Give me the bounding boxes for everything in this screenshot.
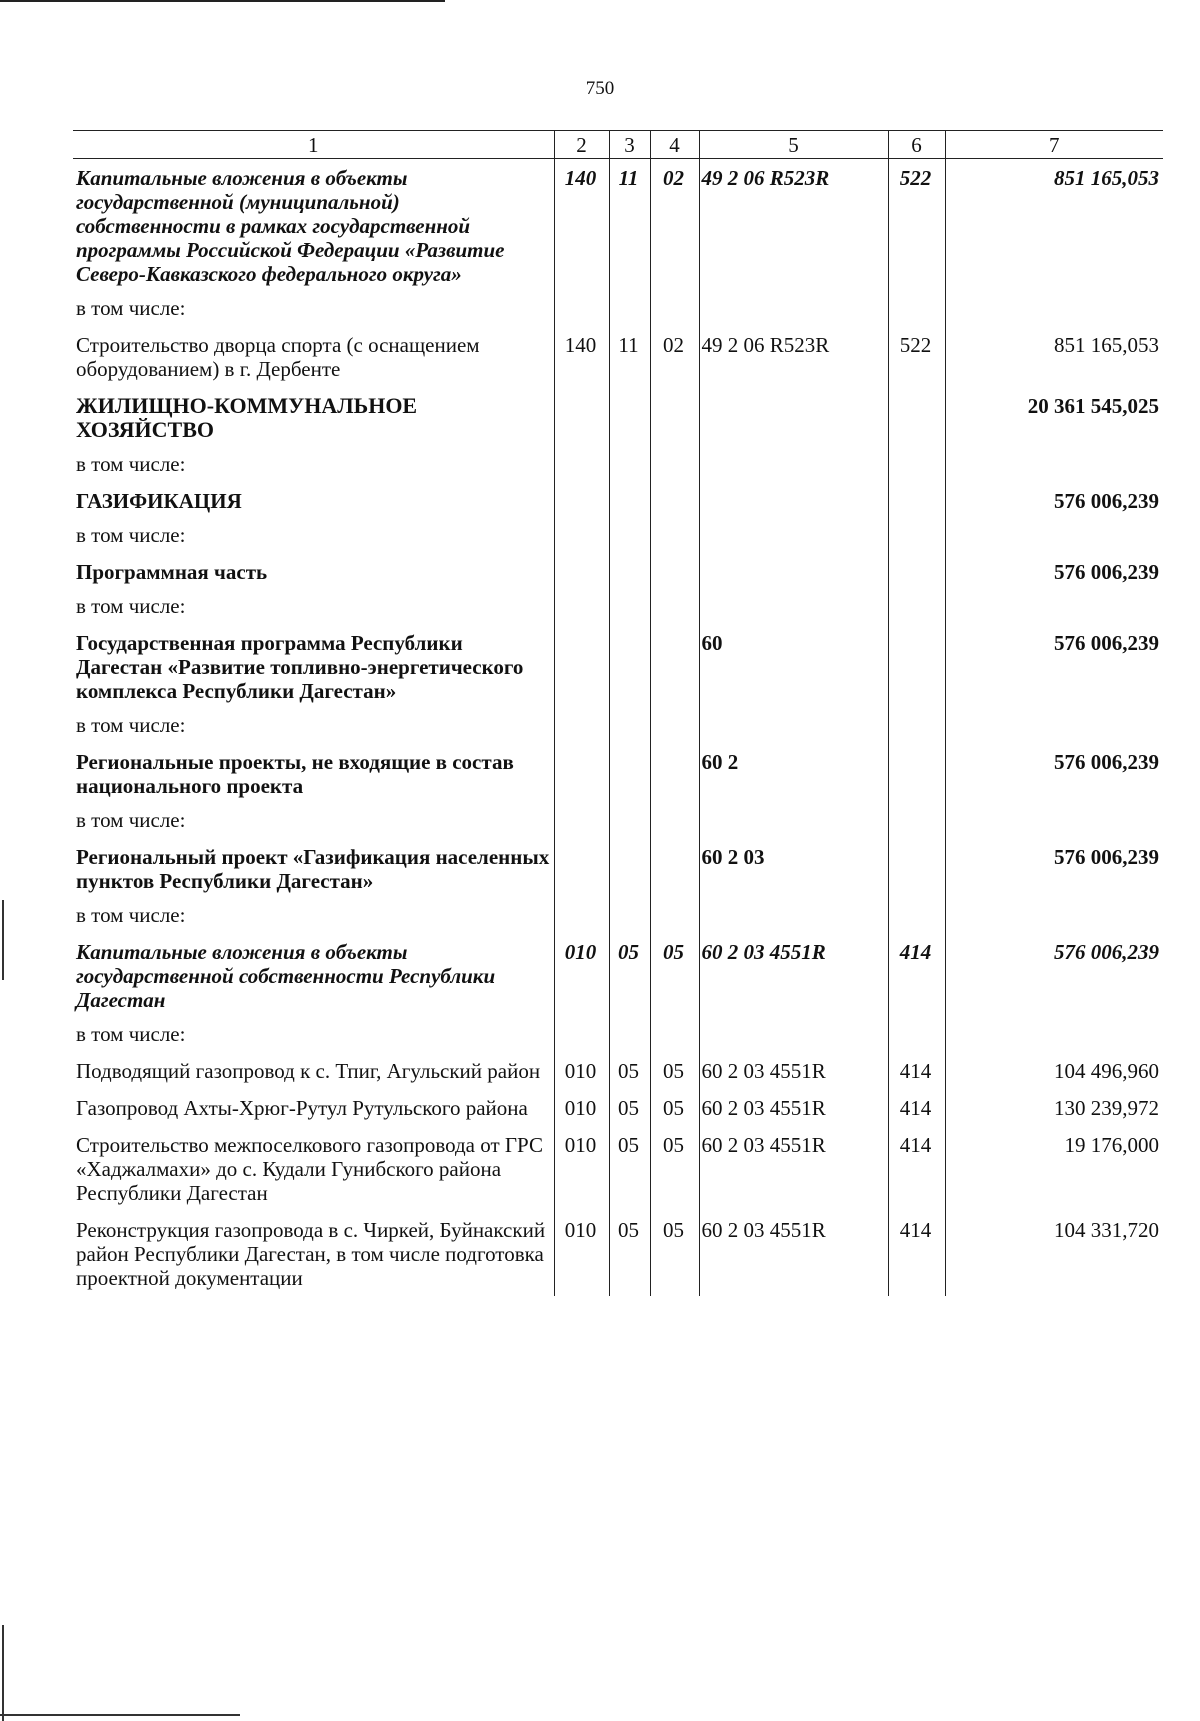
row-code-6 <box>888 590 945 624</box>
table-row <box>73 1018 1163 1052</box>
row-amount <box>945 709 1163 743</box>
row-code-6: 522 <box>888 159 945 293</box>
row-code-3 <box>609 590 650 624</box>
row-code-5: 49 2 06 R523R <box>699 159 888 293</box>
table-body <box>73 159 1163 1297</box>
row-name: ГАЗИФИКАЦИЯ <box>76 489 242 513</box>
row-code-6 <box>888 743 945 804</box>
row-code-4: 05 <box>650 933 699 1018</box>
table-row <box>73 804 1163 838</box>
row-code-4: 05 <box>650 1211 699 1296</box>
row-amount <box>945 590 1163 624</box>
row-name: Капитальные вложения в объекты государственной собственности Республики Дагестан <box>76 940 496 1012</box>
row-code-6: 414 <box>888 1089 945 1126</box>
table-row <box>73 553 1163 590</box>
row-code-4: 02 <box>650 326 699 387</box>
row-name: Строительство межпоселкового газопровода от ГРС «Хаджалмахи» до с. Кудали Гунибского района Республики Дагестан <box>76 1133 543 1205</box>
row-code-2: 010 <box>554 1089 609 1126</box>
table-row <box>73 899 1163 933</box>
table-header <box>73 131 1163 159</box>
scan-edge-bottom <box>0 1714 240 1716</box>
row-code-6 <box>888 804 945 838</box>
row-amount: 851 165,053 <box>945 159 1163 293</box>
row-code-3 <box>609 624 650 709</box>
row-code-3: 05 <box>609 1089 650 1126</box>
row-code-5: 60 2 03 4551R <box>699 1052 888 1089</box>
table-row <box>73 292 1163 326</box>
row-code-6 <box>888 553 945 590</box>
row-code-3 <box>609 709 650 743</box>
row-code-2 <box>554 519 609 553</box>
row-code-6: 522 <box>888 326 945 387</box>
row-code-4 <box>650 553 699 590</box>
row-name: в том числе: <box>76 523 186 547</box>
row-code-5 <box>699 804 888 838</box>
page-number: 750 <box>585 78 615 99</box>
row-amount <box>945 1018 1163 1052</box>
row-code-4 <box>650 387 699 448</box>
header-col-4: 4 <box>650 131 699 159</box>
row-code-3 <box>609 387 650 448</box>
row-code-5: 60 2 03 4551R <box>699 1089 888 1126</box>
row-code-4: 05 <box>650 1126 699 1211</box>
row-code-3: 11 <box>609 159 650 293</box>
row-code-6 <box>888 1018 945 1052</box>
row-name: Региональные проекты, не входящие в состав национального проекта <box>76 750 514 798</box>
row-code-3 <box>609 482 650 519</box>
row-code-3 <box>609 519 650 553</box>
row-name: ЖИЛИЩНО-КОММУНАЛЬНОЕ ХОЗЯЙСТВО <box>76 393 418 442</box>
row-code-5: 60 2 03 4551R <box>699 1126 888 1211</box>
row-code-2: 010 <box>554 1211 609 1296</box>
row-amount: 104 331,720 <box>945 1211 1163 1296</box>
table-row <box>73 1211 1163 1296</box>
row-code-2 <box>554 292 609 326</box>
row-code-6 <box>888 482 945 519</box>
row-code-2 <box>554 590 609 624</box>
row-code-2 <box>554 838 609 899</box>
row-name: Газопровод Ахты-Хрюг-Рутул Рутульского района <box>76 1096 528 1120</box>
row-code-3: 05 <box>609 933 650 1018</box>
row-name: Государственная программа Республики Дагестан «Развитие топливно-энергетического комплекса Республики Дагестан» <box>76 631 524 703</box>
row-code-6 <box>888 387 945 448</box>
row-code-6: 414 <box>888 1126 945 1211</box>
row-amount: 20 361 545,025 <box>945 387 1163 448</box>
table-row <box>73 1126 1163 1211</box>
row-code-4: 05 <box>650 1052 699 1089</box>
table-row <box>73 709 1163 743</box>
table-row <box>73 482 1163 519</box>
row-code-3 <box>609 804 650 838</box>
row-code-6: 414 <box>888 1211 945 1296</box>
table-row <box>73 519 1163 553</box>
row-code-3: 11 <box>609 326 650 387</box>
row-amount: 576 006,239 <box>945 624 1163 709</box>
table-row <box>73 624 1163 709</box>
row-code-2 <box>554 804 609 838</box>
row-amount: 851 165,053 <box>945 326 1163 387</box>
row-code-6 <box>888 709 945 743</box>
row-amount: 576 006,239 <box>945 933 1163 1018</box>
header-col-6: 6 <box>888 131 945 159</box>
header-col-2: 2 <box>554 131 609 159</box>
row-code-5: 60 <box>699 624 888 709</box>
row-code-3: 05 <box>609 1126 650 1211</box>
row-code-2 <box>554 1018 609 1052</box>
row-name: Региональный проект «Газификация населенных пунктов Республики Дагестан» <box>76 845 550 893</box>
row-code-5 <box>699 1018 888 1052</box>
row-code-2: 010 <box>554 1126 609 1211</box>
row-code-6 <box>888 292 945 326</box>
row-name: в том числе: <box>76 1022 186 1046</box>
row-code-2: 010 <box>554 933 609 1018</box>
row-name: Подводящий газопровод к с. Тпиг, Агульский район <box>76 1059 541 1083</box>
row-name: Реконструкция газопровода в с. Чиркей, Буйнакский район Республики Дагестан, в том числе подготовка проектной документации <box>76 1218 546 1290</box>
row-code-5 <box>699 553 888 590</box>
row-code-4 <box>650 838 699 899</box>
row-code-2: 140 <box>554 159 609 293</box>
row-name: в том числе: <box>76 452 186 476</box>
row-code-4 <box>650 482 699 519</box>
row-code-2 <box>554 482 609 519</box>
row-code-2 <box>554 899 609 933</box>
row-code-3: 05 <box>609 1211 650 1296</box>
row-amount <box>945 448 1163 482</box>
row-name: Строительство дворца спорта (с оснащением оборудованием) в г. Дербенте <box>76 333 480 381</box>
table-row <box>73 590 1163 624</box>
row-amount <box>945 519 1163 553</box>
scan-edge-left-lower <box>2 1625 4 1721</box>
row-amount <box>945 804 1163 838</box>
row-amount: 576 006,239 <box>945 838 1163 899</box>
header-col-5: 5 <box>699 131 888 159</box>
row-code-4 <box>650 804 699 838</box>
row-code-5 <box>699 899 888 933</box>
table-row <box>73 933 1163 1018</box>
row-amount: 576 006,239 <box>945 743 1163 804</box>
row-code-3 <box>609 448 650 482</box>
row-code-6 <box>888 899 945 933</box>
row-code-4 <box>650 709 699 743</box>
row-code-2 <box>554 743 609 804</box>
table-row <box>73 159 1163 293</box>
row-code-6: 414 <box>888 933 945 1018</box>
row-code-3 <box>609 838 650 899</box>
row-code-4 <box>650 899 699 933</box>
row-code-4 <box>650 519 699 553</box>
table-row <box>73 1052 1163 1089</box>
row-code-6 <box>888 448 945 482</box>
row-amount <box>945 292 1163 326</box>
row-code-4 <box>650 292 699 326</box>
table-row <box>73 387 1163 448</box>
row-code-2: 010 <box>554 1052 609 1089</box>
table-row <box>73 743 1163 804</box>
row-code-3 <box>609 553 650 590</box>
table-row <box>73 1089 1163 1126</box>
row-code-5: 60 2 03 4551R <box>699 933 888 1018</box>
row-code-2: 140 <box>554 326 609 387</box>
header-row <box>73 131 1163 159</box>
row-code-2 <box>554 709 609 743</box>
header-col-7: 7 <box>945 131 1163 159</box>
row-name: в том числе: <box>76 594 186 618</box>
budget-table <box>73 130 1163 1296</box>
row-code-3 <box>609 743 650 804</box>
row-code-2 <box>554 553 609 590</box>
row-code-5 <box>699 519 888 553</box>
table-row <box>73 326 1163 387</box>
row-code-4 <box>650 448 699 482</box>
row-name: в том числе: <box>76 296 186 320</box>
row-amount: 576 006,239 <box>945 482 1163 519</box>
row-code-2 <box>554 448 609 482</box>
row-code-5 <box>699 387 888 448</box>
row-code-5 <box>699 482 888 519</box>
row-amount: 130 239,972 <box>945 1089 1163 1126</box>
row-code-3 <box>609 292 650 326</box>
row-code-5: 60 2 03 <box>699 838 888 899</box>
row-code-6 <box>888 624 945 709</box>
scan-edge-top <box>0 0 445 2</box>
row-code-2 <box>554 624 609 709</box>
row-code-5 <box>699 292 888 326</box>
table-row <box>73 838 1163 899</box>
row-code-4 <box>650 743 699 804</box>
row-amount: 104 496,960 <box>945 1052 1163 1089</box>
row-code-3 <box>609 899 650 933</box>
row-name: в том числе: <box>76 713 186 737</box>
row-code-3: 05 <box>609 1052 650 1089</box>
row-code-5: 60 2 03 4551R <box>699 1211 888 1296</box>
row-amount: 576 006,239 <box>945 553 1163 590</box>
row-amount: 19 176,000 <box>945 1126 1163 1211</box>
row-code-5 <box>699 590 888 624</box>
row-code-4 <box>650 590 699 624</box>
row-name: Программная часть <box>76 560 268 584</box>
header-col-3: 3 <box>609 131 650 159</box>
row-code-5: 60 2 <box>699 743 888 804</box>
row-name: в том числе: <box>76 808 186 832</box>
row-code-5 <box>699 709 888 743</box>
row-code-6 <box>888 838 945 899</box>
row-amount <box>945 899 1163 933</box>
row-code-5: 49 2 06 R523R <box>699 326 888 387</box>
row-code-2 <box>554 387 609 448</box>
row-code-4: 02 <box>650 159 699 293</box>
row-code-6 <box>888 519 945 553</box>
table-row <box>73 448 1163 482</box>
row-code-4 <box>650 624 699 709</box>
row-name: Капитальные вложения в объекты государственной (муниципальной) собственности в рамках государственной программы Российской Федерации «Развитие Северо-Кавказского федерального округа» <box>76 166 505 286</box>
row-code-4 <box>650 1018 699 1052</box>
row-code-4: 05 <box>650 1089 699 1126</box>
row-name: в том числе: <box>76 903 186 927</box>
row-code-5 <box>699 448 888 482</box>
row-code-6: 414 <box>888 1052 945 1089</box>
row-code-3 <box>609 1018 650 1052</box>
scan-edge-left <box>2 900 4 980</box>
header-col-1: 1 <box>73 131 554 159</box>
